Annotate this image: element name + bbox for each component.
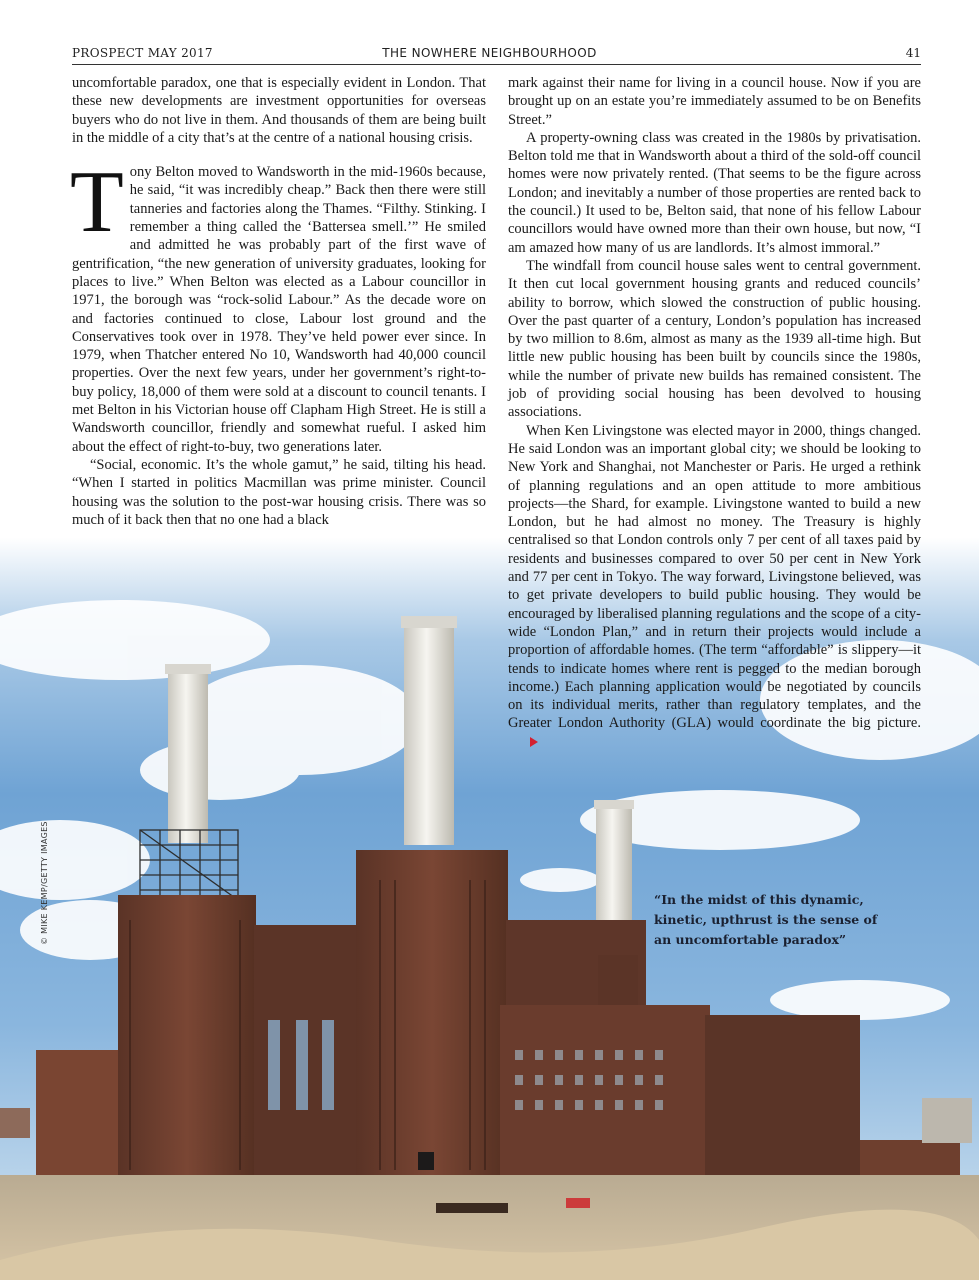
paragraph: mark against their name for living in a council house. Now if you are brought up on an estate you’re immediately assumed to be on Benefits Street.”: [508, 75, 921, 128]
header-rule: [72, 64, 921, 65]
paragraph-text: When Ken Livingstone was elected mayor in 2000, things changed. He said London was an important global city; we should be looking to New York and Shanghai, not Manchester or Paris. He urged a rethink of planning regulations and an open attitude to more ambitious projects—the Shard, for example. Livingstone wanted to build a new London, but he had almost no money. The Treasury is highly centralised so that London controls only 7 per cent of all taxes paid by residents and businesses compared to over 50 per cent in New York and 77 per cent in Tokyo. The way forward, Livingstone believed, was to get private developers to build public housing. They would be encouraged by liberalised planning regulations and the scope of a city-wide “London Plan,” and in return their projects would include a proportion of affordable homes. (The term “affordable” is slippery—it tends to indicate homes where rent is pegged to the median borough income.) Each planning application would be negotiated by councils on its individual merits, rather than regulatory templates, and the Greater London Authority (GLA) would coordinate the big picture.: [508, 422, 921, 732]
paragraph: The windfall from council house sales went to central government. It then cut local government housing grants and reduced councils’ ability to borrow, which slowed the construction of public housing. Over the past quarter of a century, London’s population has increased by two million to 8.6m, almost as many as the 1939 all-time high. But little new public housing has been built by councils since the 1980s, while the number of private new builds has remained consistent. The job of providing social housing has been devolved to housing associations.: [508, 257, 921, 421]
photo-credit: © MIKE KEMP/GETTY IMAGES: [40, 821, 49, 945]
drop-cap: T: [70, 154, 124, 252]
left-column: [72, 74, 486, 529]
end-of-article-icon: [530, 737, 538, 747]
right-column: [508, 74, 921, 751]
pull-quote: “In the midst of this dynamic, kinetic, upthrust is the sense of an uncomfortable paradox”: [654, 892, 878, 947]
section-title: THE NOWHERE NEIGHBOURHOOD: [382, 46, 597, 60]
paragraph-last: [508, 422, 921, 751]
paragraph-text: ony Belton moved to Wandsworth in the mid-1960s because, he said, “it was incredibly cheap.” Back then there were still tanneries and factories along the Thames. “Filthy. Stinking. I remember a thing called the ‘Battersea smell.’” He smiled and admitted he was probably part of the first wave of gentrification, “the new generation of university graduates, looking for places to live.” When Belton was elected as a Labour councillor in 1971, the borough was “rock-solid Labour.” As the decade wore on and factories continued to close, Labour lost ground and the Conservatives took over in 1978. They’ve held power ever since. In 1979, when Thatcher entered No 10, Wandsworth had 40,000 council properties. Over the next few years, under her government’s right-to-buy policy, 18,000 of them were sold at a discount to council tenants. I met Belton in his Victorian house off Clapham High Street. He is still a Wandsworth councillor, friendly and somewhat rueful. I asked him about the effect of right-to-buy, two generations later.: [72, 164, 486, 455]
paragraph: A property-owning class was created in the 1980s by privatisation. Belton told me that in Wandsworth about a third of the sold-off council homes were now privately rented. (That seems to be the figure across London; and inevitably a number of those properties are rented back to the council.) It used to be, Belton said, that none of his fellow Labour councillors would have owned more than their own house, but now, “I am amazed how many of us are landlords. It’s almost immoral.”: [508, 129, 921, 256]
publication-name: PROSPECT MAY 2017: [72, 46, 213, 60]
paragraph: “Social, economic. It’s the whole gamut,” he said, tilting his head. “When I started in politics Macmillan was prime minister. Council housing was the solution to the post-war housing crisis. There was so much of it back then that no one had a black: [72, 456, 486, 528]
paragraph: uncomfortable paradox, one that is especially evident in London. That these new developments are investment opportunities for overseas buyers who do not live in them. And thousands of them are being built in the middle of a city that’s at the centre of a national housing crisis.: [72, 75, 486, 146]
page-number: 41: [905, 46, 921, 60]
dropcap-paragraph: [70, 154, 486, 456]
